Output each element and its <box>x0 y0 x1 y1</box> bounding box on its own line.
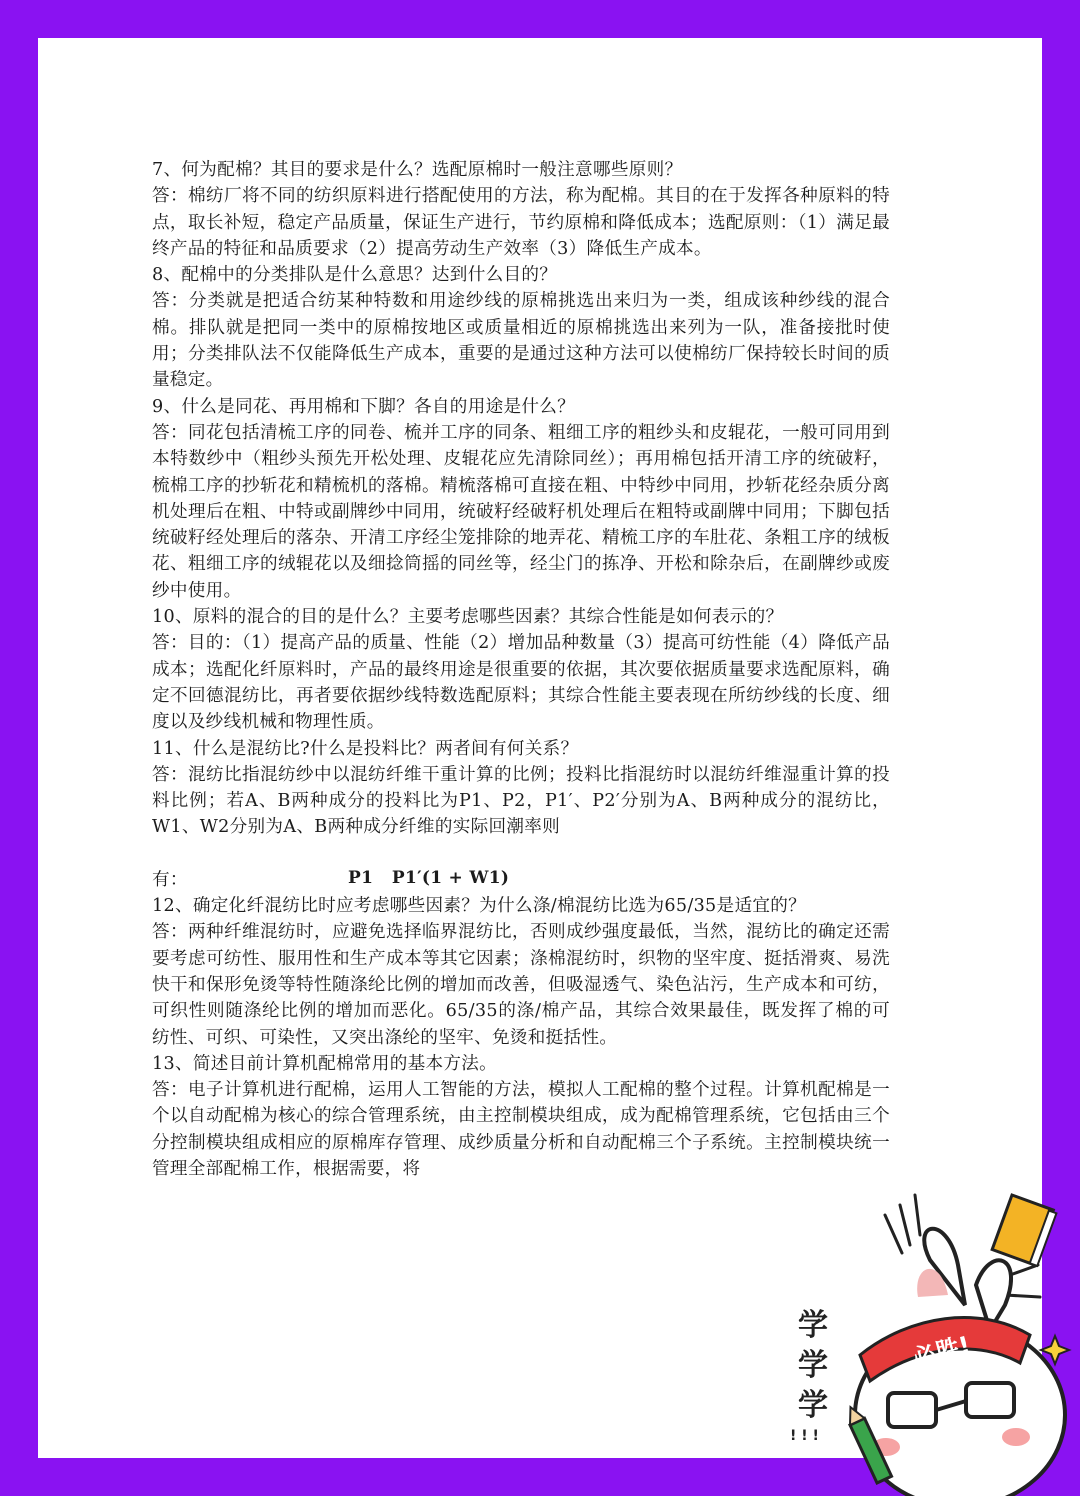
spacer <box>152 841 890 867</box>
study-rabbit-sticker <box>790 1185 1080 1496</box>
book-icon <box>992 1195 1057 1266</box>
cheek-right-icon <box>1002 1428 1030 1446</box>
question-9: 9、什么是同花、再用棉和下脚？各自的用途是什么？ <box>152 396 576 417</box>
document-body <box>152 157 890 1182</box>
answer-10: 答：目的：（1）提高产品的质量、性能（2）增加品种数量（3）提高可纺性能（4）降低产品成本；选配化纤原料时，产品的最终用途是很重要的依据，其次要依据质量要求选配原料，确定不回德混纺比，再者要依据纱线特数选配原料；其综合性能主要表现在所纺纱线的长度、细度以及纱线机械和物理性质。 <box>152 633 890 733</box>
formula-label: 有： <box>152 869 188 890</box>
question-8: 8、配棉中的分类排队是什么意思？达到什么目的？ <box>152 265 558 286</box>
formula-expression: P1 P1′(1 + W1) <box>348 867 510 888</box>
question-11: 11、什么是混纺比?什么是投料比？两者间有何关系？ <box>152 738 579 759</box>
answer-11: 答：混纺比指混纺纱中以混纺纤维干重计算的比例；投料比指混纺时以混纺纤维湿重计算的投料比例；若A、B两种成分的投料比为P1、P2，P1′、P2′分别为A、B两种成分的混纺比，W1、W2分别为A、B两种成分纤维的实际回潮率则 <box>152 764 890 838</box>
sticker-text-1: 学 <box>798 1308 828 1343</box>
question-12: 12、确定化纤混纺比时应考虑哪些因素？为什么涤/棉混纺比选为65/35是适宜的？ <box>152 896 807 917</box>
formula-line <box>152 867 890 893</box>
sticker-text-3: 学 <box>798 1388 828 1423</box>
sticker-text-2: 学 <box>798 1348 828 1383</box>
sticker-badge: 必胜! <box>909 1330 974 1374</box>
answer-12: 答：两种纤维混纺时，应避免选择临界混纺比，否则成纱强度最低，当然，混纺比的确定还需要考虑可纺性、服用性和生产成本等其它因素；涤棉混纺时，织物的坚牢度、挺括滑爽、易洗快干和保形免烫等特性随涤纶比例的增加而改善，但吸湿透气、染色沾污，生产成本和可纺，可织性则随涤纶比例的增加而恶化。65/35的涤/棉产品，其综合效果最佳，既发挥了棉的可纺性、可织、可染性，又突出涤纶的坚牢、免烫和挺括性。 <box>152 922 890 1048</box>
sticker-exclaim: ! ! ! <box>790 1428 819 1444</box>
answer-9: 答：同花包括清梳工序的同卷、梳并工序的同条、粗细工序的粗纱头和皮辊花，一般可同用到本特数纱中（粗纱头预先开松处理、皮辊花应先清除同丝）；再用棉包括开清工序的统破籽，梳棉工序的抄斩花和精梳机的落棉。精梳落棉可直接在粗、中特纱中同用，抄斩花经杂质分离机处理后在粗、中特或副牌纱中同用，统破籽经破籽机处理后在粗特或副牌中同用；下脚包括统破籽经处理后的落杂、开清工序经尘笼排除的地弄花、精梳工序的车肚花、条粗工序的绒板花、粗细工序的绒辊花以及细捻筒摇的同丝等，经尘门的拣净、开松和除杂后，在副牌纱或废纱中使用。 <box>152 422 890 601</box>
question-13: 13、简述目前计算机配棉常用的基本方法。 <box>152 1053 498 1074</box>
answer-13: 答：电子计算机进行配棉，运用人工智能的方法，模拟人工配棉的整个过程。计算机配棉是一个以自动配棉为核心的综合管理系统，由主控制模块组成，成为配棉管理系统，它包括由三个分控制模块组成相应的原棉库存管理、成纱质量分析和自动配棉三个子系统。主控制模块统一管理全部配棉工作，根据需要，将 <box>152 1080 890 1179</box>
question-10: 10、原料的混合的目的是什么？主要考虑哪些因素？其综合性能是如何表示的？ <box>152 607 784 628</box>
answer-8: 答：分类就是把适合纺某种特数和用途纱线的原棉挑选出来归为一类，组成该种纱线的混合棉。排队就是把同一类中的原棉按地区或质量相近的原棉挑选出来列为一队，准备接批时使用；分类排队法不仅能降低生产成本，重要的是通过这种方法可以使棉纺厂保持较长时间的质量稳定。 <box>152 291 890 391</box>
question-7: 7、何为配棉？其目的要求是什么？选配原棉时一般注意哪些原则？ <box>152 160 683 180</box>
answer-7: 答：棉纺厂将不同的纺织原料进行搭配使用的方法，称为配棉。其目的在于发挥各种原料的特点，取长补短，稳定产品质量，保证生产进行，节约原棉和降低成本；选配原则：（1）满足最终产品的特征和品质要求（2）提高劳动生产效率（3）降低生产成本。 <box>152 186 890 259</box>
